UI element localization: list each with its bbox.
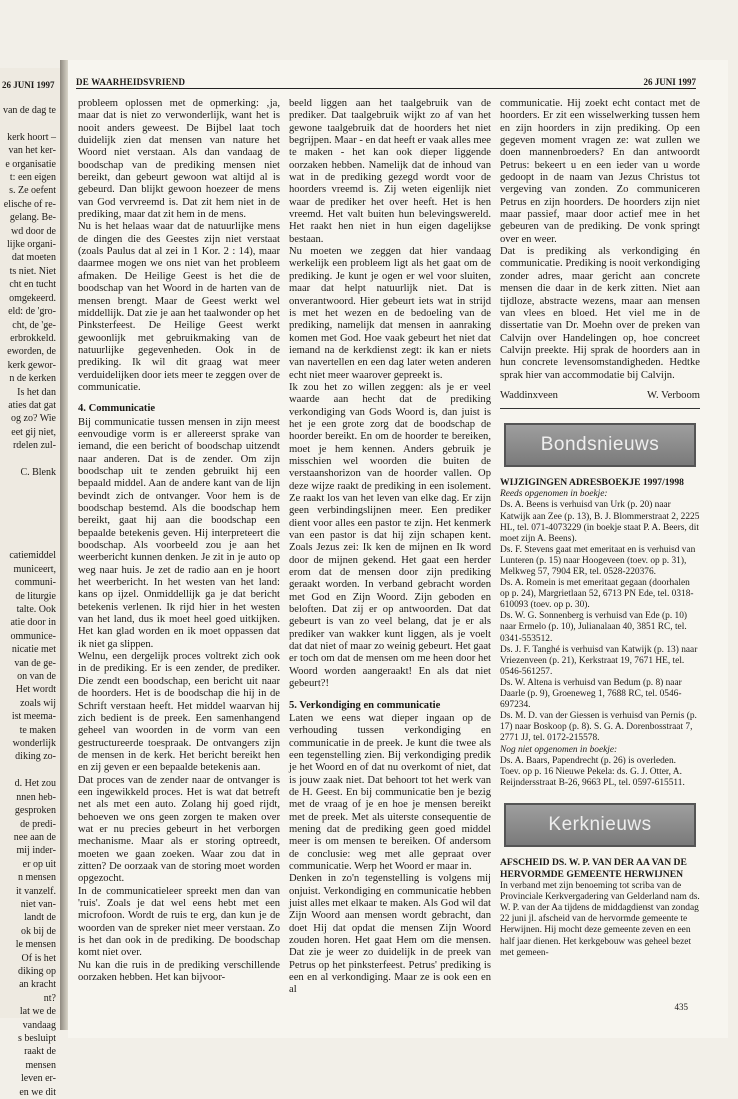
address-entry: Ds. M. D. van der Giessen is verhuisd van Pernis (p. 17) naar Boskoop (p. 8). S. G. A. Dorenbosstraat 7, 2771 JJ, tel. 0172-215578. bbox=[500, 711, 697, 744]
left-page-line: zoals wij bbox=[20, 697, 56, 709]
paragraph: Dat proces van de zender naar de ontvanger is een ingewikkeld proces. Het is wat dat betreft net als met een auto. Zolang hij goed rijdt, behoeven we ons geen zorgen te maken over wat er nu precies gebeurt in het verborgen mechanisme. Maar als er storing optreedt, moeten we gaan zoeken. Waar zou dat in zitten? De oorzaak van de storing moet worden opgezocht. bbox=[78, 774, 280, 885]
spacer bbox=[3, 479, 56, 549]
left-page-line: leven er- bbox=[20, 1073, 56, 1085]
left-page-line: an kracht bbox=[19, 979, 56, 991]
header-date: 26 JUNI 1997 bbox=[643, 77, 696, 87]
publication-title: DE WAARHEIDSVRIEND bbox=[76, 77, 186, 87]
left-page-line: talte. Ook bbox=[16, 604, 56, 615]
address-entry: Ds. J. F. Tanghé is verhuisd van Katwijk (p. 13) naar Vriezenveen (p. 21), Kerkstraat 19, 7671 HE, tel. 0546-561257. bbox=[500, 644, 698, 677]
left-page-line: erbrokkeld. bbox=[10, 332, 56, 344]
left-page-line: municeert, bbox=[13, 563, 56, 575]
signature-place: Waddinxveen bbox=[500, 389, 558, 401]
paragraph: Bij communicatie tussen mensen in zijn meest eenvoudige vorm is er allereerst sprake van iemand, die een bericht of boodschap uitzendt naar anderen. Dat is de zender. Om zijn boodschap uit te zenden gebruikt hij een bepaald middel. Aan de andere kant van de lijn bevindt zich de ontvanger. Voor hem is de boodschap bestemd. Als die boodschap hem bereikt, gaat hij aan die boodschap een bepaalde betekenis geven. Hij interpreteert die boodschap. Als voorbeeld zou je aan het weerbericht kunnen denken. Je zit in je auto op weg naar huis. Je zet de radio aan en je hoort het weerbericht. In het westen van het land: kans op ijzel. Onmiddellijk ga je dat bericht betekenis verlenen. Ik rijd hier in het westen van het land, dus ik moet heel goed uitkijken. Het kan glad worden en ik moet oppassen dat ik niet ga slippen. bbox=[78, 416, 280, 650]
left-page-line: rdelen zul- bbox=[12, 440, 56, 452]
left-page-text bbox=[3, 104, 56, 1099]
left-page-line: le mensen bbox=[15, 939, 56, 951]
left-page-line: niet van- bbox=[20, 898, 56, 910]
left-page-line: gelang. Be- bbox=[9, 212, 56, 224]
paragraph: Nu is het helaas waar dat de natuurlijke mens de dingen die des Geestes zijn niet verstaat (zoals Paulus dat al zei in 1 Kor. 2 : 14), maar daarmee mogen we ons niet van het probleem afmaken. De Heilige Geest is het die de boodschap van het Woord in de harten van de mensen brengt. Maar de Geest werkt wel middellijk. Dat zie je aan het taalwonder op het Pinksterfeest. De Heilige Geest werkt gewoonlijk met gebruikmaking van de natuurlijke gegevenheden. Ook in de prediking. Ik wil dit graag wat meer verduidelijken door iets meer te zeggen over de communicatie. bbox=[78, 221, 280, 393]
paragraph: Nu moeten we zeggen dat hier vandaag werkelijk een probleem ligt als het gaat om de prediking. Je kunt je ogen er wel voor sluiten, maar dat helpt natuurlijk niet. Dat is onverantwoord. Hier gebeurt iets wat in strijd is met het wezen en de bedoeling van de prediking, namelijk dat mensen in aanraking komen met God. Hoe vaak gebeurt het niet dat iemand na de kerkdienst zegt: ik kan er niets van navertellen en een dag later weten anderen echt niet meer waarover gepreekt is. bbox=[289, 246, 491, 381]
address-entry: Ds. W. Altena is verhuisd van Bedum (p. 8) naar Daarle (p. 9), Groeneweg 1, 7688 RC, tel. 0546-697234. bbox=[500, 677, 682, 711]
left-page-line: eworden, de bbox=[7, 346, 56, 358]
left-page-line bbox=[3, 117, 56, 130]
left-page-line: nnen heb- bbox=[16, 791, 56, 803]
signature-author: W. Verboom bbox=[647, 389, 700, 401]
farewell-title: AFSCHEID DS. W. P. VAN DER AA VAN DE HERVORMDE GEMEENTE HERWIJNEN bbox=[500, 856, 687, 880]
paragraph: Nu kan die ruis in de prediking verschillende oorzaken hebben. Het kan bijvoor- bbox=[78, 959, 280, 984]
left-page-line: diking zo- bbox=[15, 751, 56, 763]
farewell-notice bbox=[500, 857, 700, 959]
left-page-line: landt de bbox=[24, 912, 56, 924]
left-page-line: n de kerken bbox=[9, 373, 56, 385]
paragraph: probleem oplossen met de opmerking: ‚ja, maar dat is niet zo verwonderlijk, want het is nooit anders geweest. De Bijbel laat toch duidelijk zien dat mensen van nature het Woord niet verstaan. Als dan vandaag de boodschap van de prediking mensen niet bereikt, dan gebeurt gewoon wat altijd al is gebeurd. Dan blijkt gewoon hoezeer de mens van God vervreemd is. Dat zit hem niet in de prediking, maar dat zit hem in de mens. bbox=[78, 98, 280, 221]
bondsnieuws-banner: Bondsnieuws bbox=[504, 423, 696, 467]
left-page-line: dat moeten bbox=[11, 252, 56, 264]
left-page-line: lijke organi- bbox=[7, 239, 56, 251]
left-page-line: eet gij niet, bbox=[11, 426, 56, 438]
paragraph: In de communicatieleer spreekt men dan van 'ruis'. Zoals je dat wel eens hebt met een microfoon. Wordt de ruis te erg, dan kun je de woorden van de spreker niet meer verstaan. Zo is het dan ook in de prediking. De boodschap komt niet over. bbox=[78, 885, 280, 959]
left-page-line: de liturgie bbox=[15, 590, 56, 602]
page-gutter bbox=[60, 60, 68, 1030]
paragraph: Ik zou het zo willen zeggen: als je er veel waarde aan hecht dat de prediking verkondiging van Gods Woord is, dan juist is het je een grote zorg dat de boodschap de hoorder bereikt. En om de hoorder te bereiken, moet je hem kennen. Anders gebruik je misschien wel woorden die buiten de verstaanshorizon van de hoorder vallen. Op deze wijze raakt de prediking in een isolement. Ze raakt los van het leven van elke dag. Er zijn geen verbindingslijnen meer. Een prediker dient voor alles een pastor te zijn. Het kenmerk van een pastor is dat hij zijn schapen kent. Zoals Jezus zei: Ik ken de mijnen en Ik word door de mijnen gekend. Het gaat een herder erom dat de mensen door zijn prediking geraakt worden. In verband gebracht worden met God en Zijn Woord. Zijn geboden en beloften. Dat zij er op antwoorden. Dat dat gebeurt is van zo veel belang, dat je er als prediker van wakker kunt liggen, als je voelt dat dat niet of maar zo weinig gebeurt. Het gaat er toch om dat de mensen om me heen door het Woord worden aangeraakt! En als dat niet gebeurt?! bbox=[289, 381, 491, 690]
left-page-fragment bbox=[0, 68, 61, 1098]
left-page-line: d. Het zou bbox=[14, 778, 56, 790]
address-changes-subtitle: Reeds opgenomen in boekje: bbox=[500, 489, 608, 500]
column-3 bbox=[500, 98, 700, 959]
column-1 bbox=[78, 98, 280, 984]
left-page-line: ok bij de bbox=[21, 925, 56, 937]
address-list bbox=[500, 500, 700, 744]
left-page-line: Of is het bbox=[21, 952, 56, 964]
left-page-line: nt? bbox=[43, 992, 56, 1004]
left-page-line: van het ker- bbox=[8, 145, 56, 157]
left-page-line: s. Ze oefent bbox=[9, 185, 56, 197]
paragraph: beeld liggen aan het taalgebruik van de prediker. Dat taalgebruik wijkt zo af van het gewone taalgebruik dat de hoorders het niet begrijpen. Maar - en dat heeft er vaak alles mee te maken - het kan ook dieper liggende oorzaken hebben. Namelijk dat de inhoud van wat in de prediking gezegd wordt voor de hoorders vreemd is. Zij weten eigenlijk niet waar de prediker het over heeft. Het is hen vreemd. Het valt buiten hun belevingswereld. Het raakt hen niet in hun eigen dagelijkse bestaan. bbox=[289, 98, 491, 245]
left-page-line: er op uit bbox=[22, 858, 56, 870]
left-page-line: catiemiddel bbox=[9, 550, 56, 562]
left-page-line: e organisatie bbox=[5, 158, 56, 170]
address-list-2 bbox=[500, 756, 700, 789]
address-entry: Ds. A. Baars, Papendrecht (p. 26) is overleden. bbox=[500, 755, 676, 766]
left-page-line: vandaag bbox=[22, 1019, 56, 1031]
left-page-line bbox=[3, 453, 56, 466]
section-heading: 4. Communicatie bbox=[78, 403, 156, 415]
left-page-line: on van de bbox=[17, 671, 56, 683]
left-page-line: wonderlijk bbox=[12, 738, 56, 750]
left-page-line: eld: de 'gro- bbox=[8, 306, 56, 318]
left-page-date: 26 JUNI 1997 bbox=[2, 80, 55, 90]
paragraph: Dat is prediking als verkondiging én communicatie. Prediking is nooit verkondiging zonder adres, maar gericht aan concrete mensen die daar in de kerk zitten. Niet aan tijdloze, abstracte wezens, maar aan mensen van vlees en bloed. Het viel me in de dissertatie van Dr. Moehn over de preken van Calvijn over Handelingen op, hoe concreet Calvijn preekte. Hij sprak de hoorders aan in hun concrete levensomstandigheden. Hedtke sprak hier van accommodatie bij Calvijn. bbox=[500, 246, 700, 381]
left-page-line: communi- bbox=[14, 577, 56, 589]
right-page bbox=[68, 60, 728, 1038]
left-page-line: cht en tucht bbox=[9, 279, 56, 291]
left-page-line bbox=[3, 764, 56, 777]
left-page-line: raakt de bbox=[24, 1046, 56, 1058]
left-page-line: lat we de bbox=[19, 1006, 56, 1018]
left-page-line: it vanzelf. bbox=[16, 885, 56, 897]
left-page-line: te maken bbox=[19, 724, 56, 736]
left-page-line: van de ge- bbox=[14, 657, 56, 669]
paragraph: Welnu, een dergelijk proces voltrekt zich ook in de prediking. Er is een zender, de prediker. Die zendt een boodschap, een bericht uit naar de hoorders. Het is de boodschap die hij in de Schrift verstaan heeft. Het middel waarvan hij zich bedient is de preek. Een samenhangend geheel van woorden in de vorm van een gestructureerde toespraak. De ontvangers zijn de mensen in de kerk. Het bericht bereikt hen en zij geven er een bepaalde betekenis aan. bbox=[78, 651, 280, 774]
left-page-line: ommunice- bbox=[10, 630, 56, 642]
running-header bbox=[76, 74, 696, 89]
paragraph: communicatie. Hij zoekt echt contact met de hoorders. Er zit een wisselwerking tussen hem en zijn hoorders in zijn prediking. Op een gegeven moment vragen ze: wat zullen we doen mannenbroeders? En dan antwoordt Petrus: bekeert u en een ieder van u worde gedoopt in de naam van Jezus Christus tot vergeving van zonden. Zo communiceren Petrus en zijn hoorders. De hoorders zijn niet maar passief, maar door actief mee in het gebeuren van de prediking. De vonk springt over en weer. bbox=[500, 98, 700, 245]
paragraph: Laten we eens wat dieper ingaan op de verhouding tussen verkondiging en communicatie in de preek. Je kunt die twee als een tegenstelling zien. Bij verkondiging predik je het Woord en of dat nu overkomt of niet, dat is jouw zaak niet. Dat behoort tot het werk van de H. Geest. En bij communicatie ben je bezig met de vraag of je en hoe je mensen bereikt met de preek. Met als uiterste consequentie de mening dat de prediking geen goed middel meer is om mensen te bereiken. Of andersom de conclusie: weg met alle gepraat over communicatie. Werp het Woord er maar in. bbox=[289, 712, 491, 872]
left-page-line: atie door in bbox=[10, 617, 56, 629]
left-page-line: og zo? Wie bbox=[11, 413, 56, 425]
address-changes-subtitle-2: Nog niet opgenomen in boekje: bbox=[500, 744, 618, 755]
left-page-line: mensen bbox=[25, 1059, 56, 1071]
column-2 bbox=[289, 98, 491, 997]
left-page-line: cht, de 'ge- bbox=[12, 319, 56, 331]
left-page-line: ts niet. Niet bbox=[9, 265, 56, 277]
address-changes bbox=[500, 477, 700, 789]
left-page-line: Het wordt bbox=[15, 684, 56, 696]
left-page-line: n mensen bbox=[17, 872, 56, 884]
left-page-line: aties dat gat bbox=[8, 399, 56, 411]
left-page-line: van de dag te bbox=[2, 105, 56, 116]
farewell-text: In verband met zijn benoeming tot scriba van de Provinciale Kerkvergadering van Gelderland nam ds. W. P. van der Aa tijdens de middagdienst van zondag 22 juni jl. afscheid van de hervormde gemeente te Herwijnen. Hij mocht deze gemeente zeven en een half jaar dienen. Het kerkgebouw was geheel bezet met gemeen- bbox=[500, 881, 700, 958]
left-page-line: elische of re- bbox=[3, 198, 56, 210]
kerknieuws-banner: Kerknieuws bbox=[504, 803, 696, 847]
left-page-line: omgekeerd. bbox=[9, 292, 56, 304]
left-page-line: Is het dan bbox=[17, 386, 56, 398]
address-entry: Ds. W. G. Sonnenberg is verhuisd van Ede (p. 10) naar Ermelo (p. 10), Julianalaan 40, 3851 RC, tel. 0341-553512. bbox=[500, 611, 688, 644]
left-page-line: gesproken bbox=[14, 805, 56, 817]
left-page-line: en we dit bbox=[19, 1086, 56, 1098]
left-page-line: nee aan de bbox=[13, 831, 56, 843]
address-changes-title: WIJZIGINGEN ADRESBOEKJE 1997/1998 bbox=[500, 477, 684, 489]
left-page-line: nicatie met bbox=[11, 644, 56, 656]
left-page-line: ist meema- bbox=[11, 711, 56, 723]
left-page-line: t: een eigen bbox=[9, 172, 56, 184]
left-page-line: kerk gewor- bbox=[7, 359, 56, 371]
left-page-line: C. Blenk bbox=[20, 466, 56, 478]
paragraph: Denken in zo'n tegenstelling is volgens mij onjuist. Verkondiging en communicatie hebben juist alles met elkaar te maken. Als God wil dat Zijn Woord aan mensen wordt gebracht, dan doet Hij dat opdat die mensen Zijn Woord zouden horen. Het gaat Hem om die mensen. Dat zie je weer zo duidelijk in de preek van Petrus op het pinksterfeest. Petrus' prediking is een en al verkondiging. Maar ze is ook een en al bbox=[289, 873, 491, 996]
address-entry: Ds. A. Beens is verhuisd van Urk (p. 20) naar Katwijk aan Zee (p. 13), B. J. Blommerstraat 2, 2225 HL, tel. 071-4073229 (in boekje staat P. A. Beers, dit moet zijn A. Beens). bbox=[500, 500, 700, 544]
left-page-line: mij inder- bbox=[16, 845, 56, 857]
left-page-line: kerk hoort – bbox=[7, 131, 56, 143]
signature-line bbox=[500, 390, 700, 409]
left-page-line: diking op bbox=[17, 965, 56, 977]
left-page-line: s besluipt bbox=[17, 1033, 56, 1044]
left-page-line: wd door de bbox=[11, 225, 56, 237]
left-page-line: de predi- bbox=[20, 818, 56, 830]
address-entry: Ds. F. Stevens gaat met emeritaat en is verhuisd van Lunteren (p. 15) naar Hoogeveen (toev. op p. 31), Melkweg 57, 7904 ER, tel. 0528-220376. bbox=[500, 544, 696, 577]
page-number: 435 bbox=[674, 1002, 688, 1012]
address-entry: Ds. A. Romein is met emeritaat gegaan (doorhalen op p. 24), Margrietlaan 52, 6713 PN Ede, tel. 0318-610093 (toev. op p. 30). bbox=[500, 578, 694, 611]
address-entry: Toev. op p. 16 Nieuwe Pekela: ds. G. J. Otter, A. Reijndersstraat B-26, 9663 PL, tel. 0597-615511. bbox=[500, 766, 685, 788]
section-heading: 5. Verkondiging en communicatie bbox=[289, 699, 441, 711]
